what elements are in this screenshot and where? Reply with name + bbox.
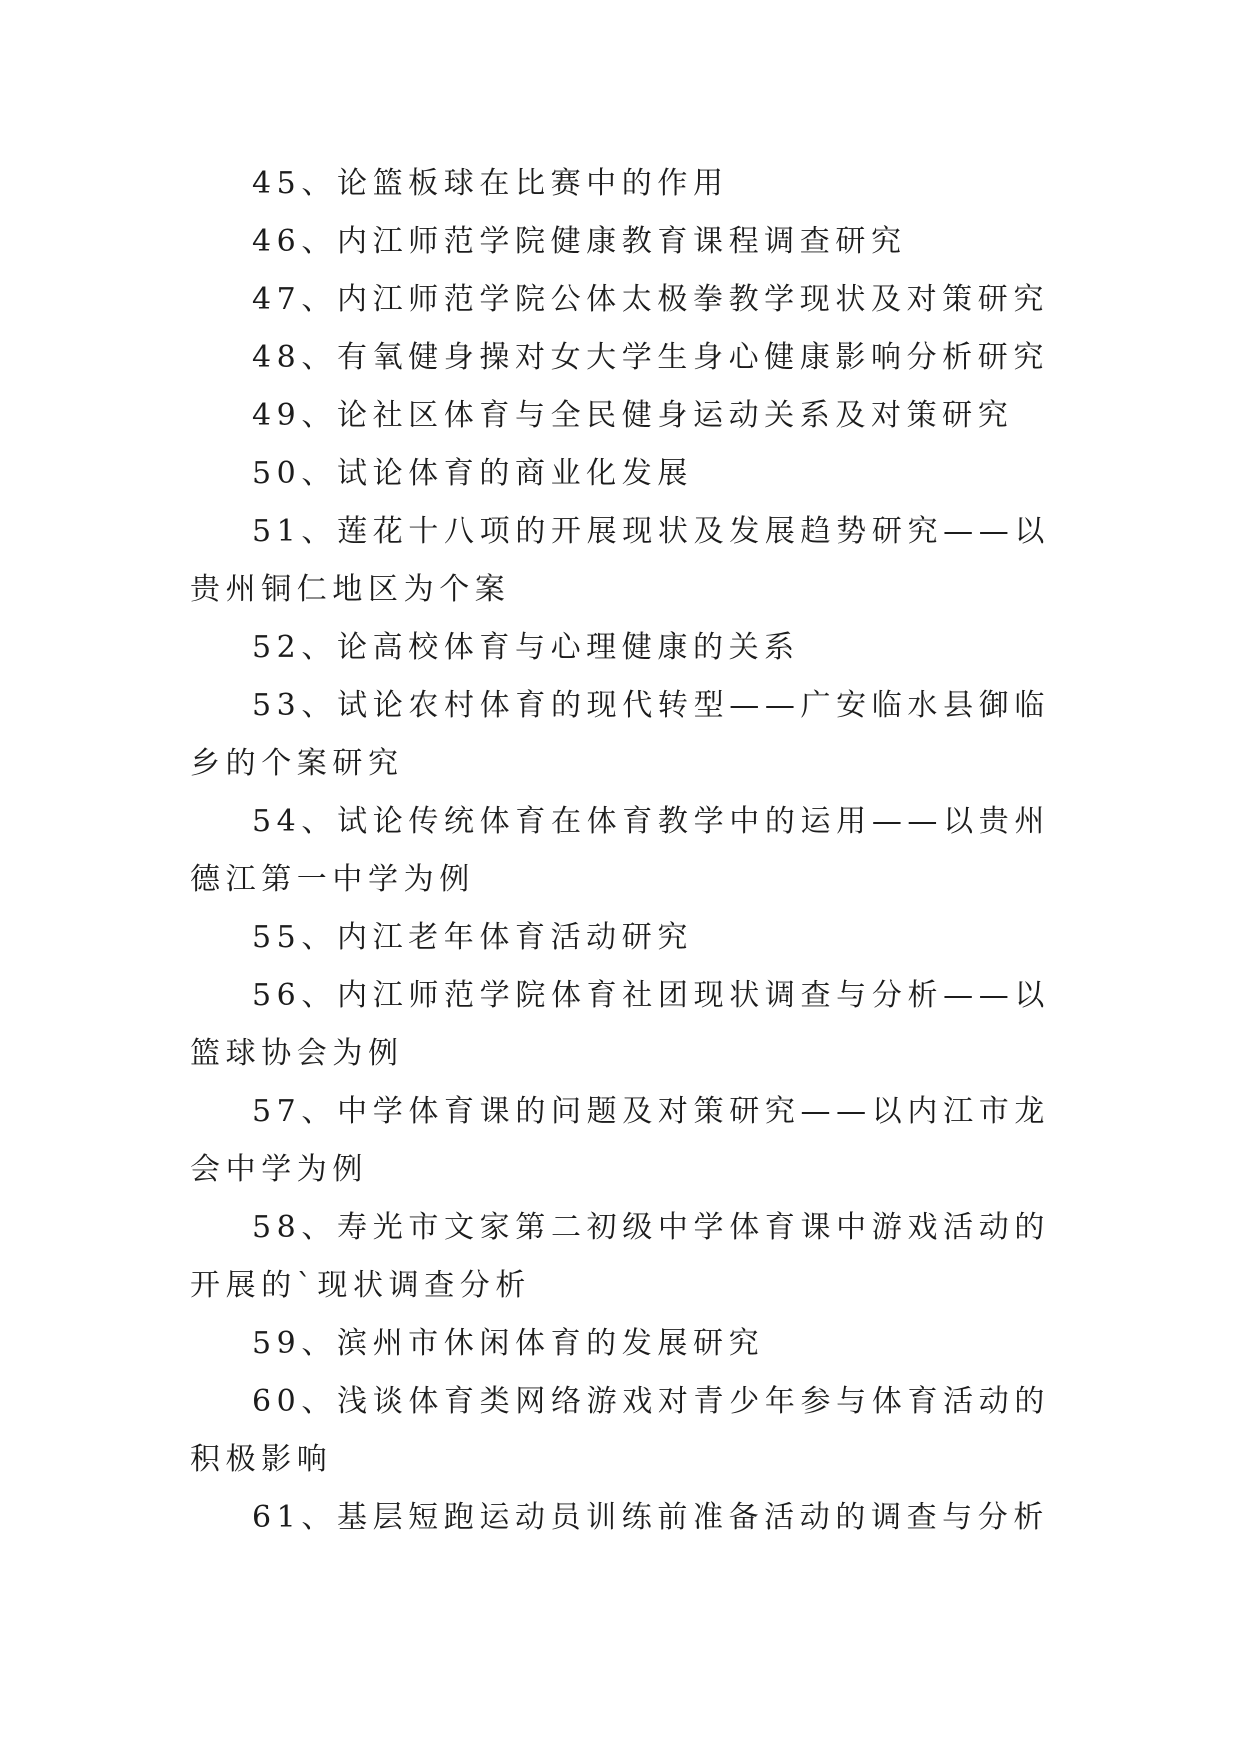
list-item: 46、内江师范学院健康教育课程调查研究 — [252, 224, 907, 259]
list-item: 57、中学体育课的问题及对策研究——以内江市龙会中学为例 — [190, 1094, 1050, 1187]
list-item: 58、寿光市文家第二初级中学体育课中游戏活动的开展的`现状调查分析 — [190, 1210, 1050, 1303]
list-item: 52、论高校体育与心理健康的关系 — [252, 630, 800, 665]
list-item: 60、浅谈体育类网络游戏对青少年参与体育活动的积极影响 — [190, 1384, 1050, 1477]
list-item: 53、试论农村体育的现代转型——广安临水县御临乡的个案研究 — [190, 688, 1050, 781]
document-page — [190, 155, 1050, 1547]
list-item: 49、论社区体育与全民健身运动关系及对策研究 — [252, 398, 1014, 433]
list-item: 61、基层短跑运动员训练前准备活动的调查与分析 — [252, 1500, 1049, 1535]
list-item: 54、试论传统体育在体育教学中的运用——以贵州德江第一中学为例 — [190, 804, 1050, 897]
list-item: 50、试论体育的商业化发展 — [252, 456, 693, 491]
list-item: 51、莲花十八项的开展现状及发展趋势研究——以贵州铜仁地区为个案 — [190, 514, 1050, 607]
list-item: 59、滨州市休闲体育的发展研究 — [252, 1326, 765, 1361]
list-item: 48、有氧健身操对女大学生身心健康影响分析研究 — [252, 340, 1049, 375]
list-item: 45、论篮板球在比赛中的作用 — [252, 166, 729, 201]
list-item: 55、内江老年体育活动研究 — [252, 920, 693, 955]
list-item: 56、内江师范学院体育社团现状调查与分析——以篮球协会为例 — [190, 978, 1050, 1071]
list-item: 47、内江师范学院公体太极拳教学现状及对策研究 — [252, 282, 1049, 317]
